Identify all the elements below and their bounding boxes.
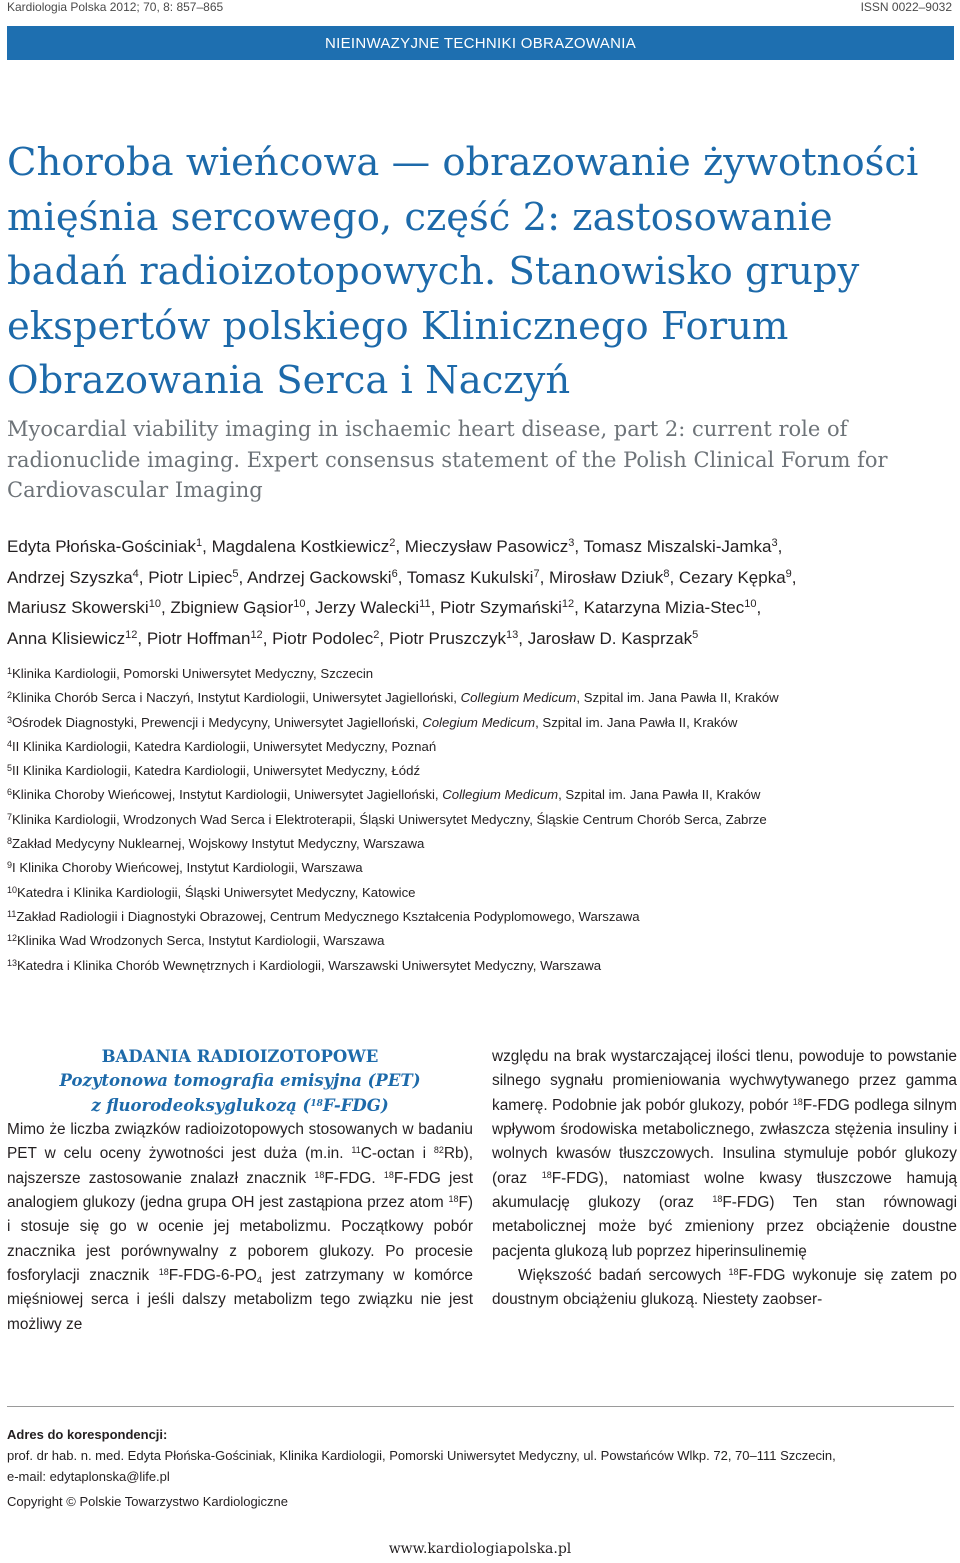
body-paragraph: Mimo że liczba związków radioizotopowych stosowanych w badaniu PET w celu oceny żywotności jest duża (m.in. $^{11}$C-octan i $^{82}$Rb), najszersze zastosowanie znalazł znacznik $^{18}$F-FDG. $^{18}$F-FDG jest analogiem glukozy (jedna grupa OH jest zastąpiona przez atom $^{18}$F) i stosuje się go w ocenie jej metabolizmu. Początkowy pobór znacznika jest porównywalny z poborem glukozy. Po procesie fosforylacji znacznik $^{18}F-FDG-6-PO_4$ jest zatrzymany w komórce mięśniowej serca i jeśli dalszy metabolizm tego związku nie jest możliwy ze bbox=[7, 1121, 473, 1333]
subsection-heading-line2: z fluorodeoksyglukozą ($^{18}$F-FDG) bbox=[91, 1095, 389, 1115]
body-column-left bbox=[7, 1045, 473, 1337]
body-paragraph: względu na brak wystarczającej ilości tlenu, powoduje to powstanie silnego sygnału promieniowania wychwytywanego przez gamma kamerę. Podobnie jak pobór glukozy, pobór $^{18}$F-FDG podlega silnym wpływom środowiska metabolicznego, zwłaszcza stężenia insuliny i wolnych kwasów tłuszczowych. Insulina stymuluje pobór glukozy (oraz $^{18}$F-FDG), natomiast wolne kwasy tłuszczowe hamują akumulację glukozy (oraz $^{18}$F-FDG) Ten stan równowagi metabolicznej może być zmieniony przez obciążenie doustne pacjenta glukozą lub poprzez hiperinsulinemię bbox=[492, 1048, 958, 1260]
author: Jarosław D. Kasprzak$^5$ bbox=[527, 628, 699, 648]
author: Andrzej Szyszka$^4$ bbox=[7, 567, 139, 587]
author: Piotr Szymański$^{12}$ bbox=[440, 598, 575, 617]
author: Tomasz Miszalski-Jamka$^3$ bbox=[583, 537, 778, 556]
author: Anna Klisiewicz$^{12}$ bbox=[7, 628, 138, 648]
author: Cezary Kępka$^9$ bbox=[678, 567, 792, 587]
author: Piotr Podolec$^2$ bbox=[272, 628, 380, 648]
correspondence-address: prof. dr hab. n. med. Edyta Płońska-Gościniak, Klinika Kardiologii, Pomorski Uniwersytet Medyczny, ul. Powstańców Wlkp. 72, 70–111 Szczecin, bbox=[7, 1448, 836, 1463]
copyright-notice: Copyright © Polskie Towarzystwo Kardiologiczne bbox=[7, 1494, 289, 1509]
author: Edyta Płońska-Gościniak$^1$ bbox=[7, 537, 203, 556]
author: Mariusz Skowerski$^{10}$ bbox=[7, 598, 161, 617]
affiliation-list bbox=[7, 662, 957, 978]
author: Piotr Lipiec$^5$ bbox=[148, 567, 239, 587]
footer-divider bbox=[7, 1406, 954, 1407]
author: Katarzyna Mizia-Stec$^{10}$ bbox=[583, 598, 757, 617]
affiliation-item: $^{11}$Zakład Radiologii i Diagnostyki Obrazowej, Centrum Medycznego Kształcenia Podyplomowego, Warszawa bbox=[7, 908, 640, 924]
author: Jerzy Walecki$^{11}$ bbox=[314, 598, 431, 617]
affiliation-item: $^5$II Klinika Kardiologii, Katedra Kardiologii, Uniwersytet Medyczny, Łódź bbox=[7, 763, 421, 779]
title-english: Myocardial viability imaging in ischaemic heart disease, part 2: current role of radionuclide imaging. Expert consensus statement of the Polish Clinical Forum for Cardiovascular Imaging bbox=[7, 417, 888, 502]
affiliation-item: $^2$Klinika Chorób Serca i Naczyń, Instytut Kardiologii, Uniwersytet Jagielloński, Collegium Medicum, Szpital im. Jana Pawła II, Kraków bbox=[7, 690, 779, 706]
body-column-right bbox=[492, 1045, 957, 1313]
correspondence-block bbox=[7, 1424, 957, 1512]
affiliation-item: $^9$I Klinika Choroby Wieńcowej, Instytut Kardiologii, Warszawa bbox=[7, 860, 363, 876]
journal-citation: Kardiologia Polska 2012; 70, 8: 857–865 bbox=[7, 0, 224, 14]
author: Andrzej Gackowski$^6$ bbox=[247, 567, 398, 587]
author: Magdalena Kostkiewicz$^2$ bbox=[211, 537, 396, 556]
affiliation-item: $^1$Klinika Kardiologii, Pomorski Uniwersytet Medyczny, Szczecin bbox=[7, 666, 374, 681]
affiliation-item: $^8$Zakład Medycyny Nuklearnej, Wojskowy Instytut Medyczny, Warszawa bbox=[7, 836, 425, 852]
affiliation-item: $^{10}$Katedra i Klinika Kardiologii, Śląski Uniwersytet Medyczny, Katowice bbox=[7, 884, 416, 900]
affiliation-item: $^6$Klinika Choroby Wieńcowej, Instytut Kardiologii, Uniwersytet Jagielloński, Collegium Medicum, Szpital im. Jana Pawła II, Kraków bbox=[7, 787, 761, 803]
footer-website-link[interactable]: www.kardiologiapolska.pl bbox=[388, 1541, 572, 1557]
affiliation-item: $^4$II Klinika Kardiologii, Katedra Kardiologii, Uniwersytet Medyczny, Poznań bbox=[7, 738, 437, 754]
body-paragraph: Większość badań sercowych $^{18}$F-FDG wykonuje się zatem po doustnym obciążeniu glukozą. Niestety zaobser- bbox=[492, 1267, 957, 1309]
author: Piotr Pruszczyk$^{13}$ bbox=[388, 628, 519, 648]
title-polish: Choroba wieńcowa — obrazowanie żywotności mięśnia sercowego, część 2: zastosowanie badań radioizotopowych. Stanowisko grupy ekspertów polskiego Klinicznego Forum Obrazowania Serca i Naczyń bbox=[7, 140, 919, 403]
author: Tomasz Kukulski$^7$ bbox=[406, 567, 540, 587]
affiliation-item: $^{12}$Klinika Wad Wrodzonych Serca, Instytut Kardiologii, Warszawa bbox=[7, 933, 385, 949]
author: Zbigniew Gąsior$^{10}$ bbox=[170, 598, 306, 617]
correspondence-email[interactable]: e-mail: edytaplonska@life.pl bbox=[7, 1469, 170, 1484]
section-label: NIEINWAZYJNE TECHNIKI OBRAZOWANIA bbox=[324, 34, 637, 52]
correspondence-label: Adres do korespondencji: bbox=[7, 1427, 168, 1442]
section-banner bbox=[7, 26, 954, 60]
author: Piotr Hoffman$^{12}$ bbox=[146, 628, 263, 648]
author: Mirosław Dziuk$^8$ bbox=[549, 567, 670, 587]
author: Mieczysław Pasowicz$^3$ bbox=[404, 537, 575, 556]
issn: ISSN 0022–9032 bbox=[860, 0, 952, 14]
affiliation-item: $^3$Ośrodek Diagnostyki, Prewencji i Medycyny, Uniwersytet Jagielloński, Colegium Medicum, Szpital im. Jana Pawła II, Kraków bbox=[7, 714, 738, 730]
affiliation-item: $^7$Klinika Kardiologii, Wrodzonych Wad Serca i Elektroterapii, Śląski Uniwersytet Medyczny, Śląskie Centrum Chorób Serca, Zabrze bbox=[7, 811, 767, 827]
author-list: Edyta Płońska-Gościniak$^1$, Magdalena Kostkiewicz$^2$, Mieczysław Pasowicz$^3$, Tomasz Miszalski-Jamka$^3$, Andrzej Szyszka$^4$, Piotr Lipiec$^5$, Andrzej Gackowski$^6$, Tomasz Kukulski$^7$, Mirosław Dziuk$^8$, Cezary Kępka$^9$, Mariusz Skowerski$^{10}$, Zbigniew Gąsior$^{10}$, Jerzy Walecki$^{11}$, Piotr Szymański$^{12}$, Katarzyna Mizia-Stec$^{10}$, Anna Klisiewicz$^{12}$, Piotr Hoffman$^{12}$, Piotr Podolec$^2$, Piotr Pruszczyk$^{13}$, Jarosław D. Kasprzak$^5$ bbox=[7, 537, 797, 648]
section-heading: BADANIA RADIOIZOTOPOWE bbox=[101, 1047, 379, 1066]
subsection-heading-line1: Pozytonowa tomografia emisyjna (PET) bbox=[59, 1071, 421, 1091]
affiliation-item: $^{13}$Katedra i Klinika Chorób Wewnętrznych i Kardiologii, Warszawski Uniwersytet Medyczny, Warszawa bbox=[7, 957, 602, 973]
